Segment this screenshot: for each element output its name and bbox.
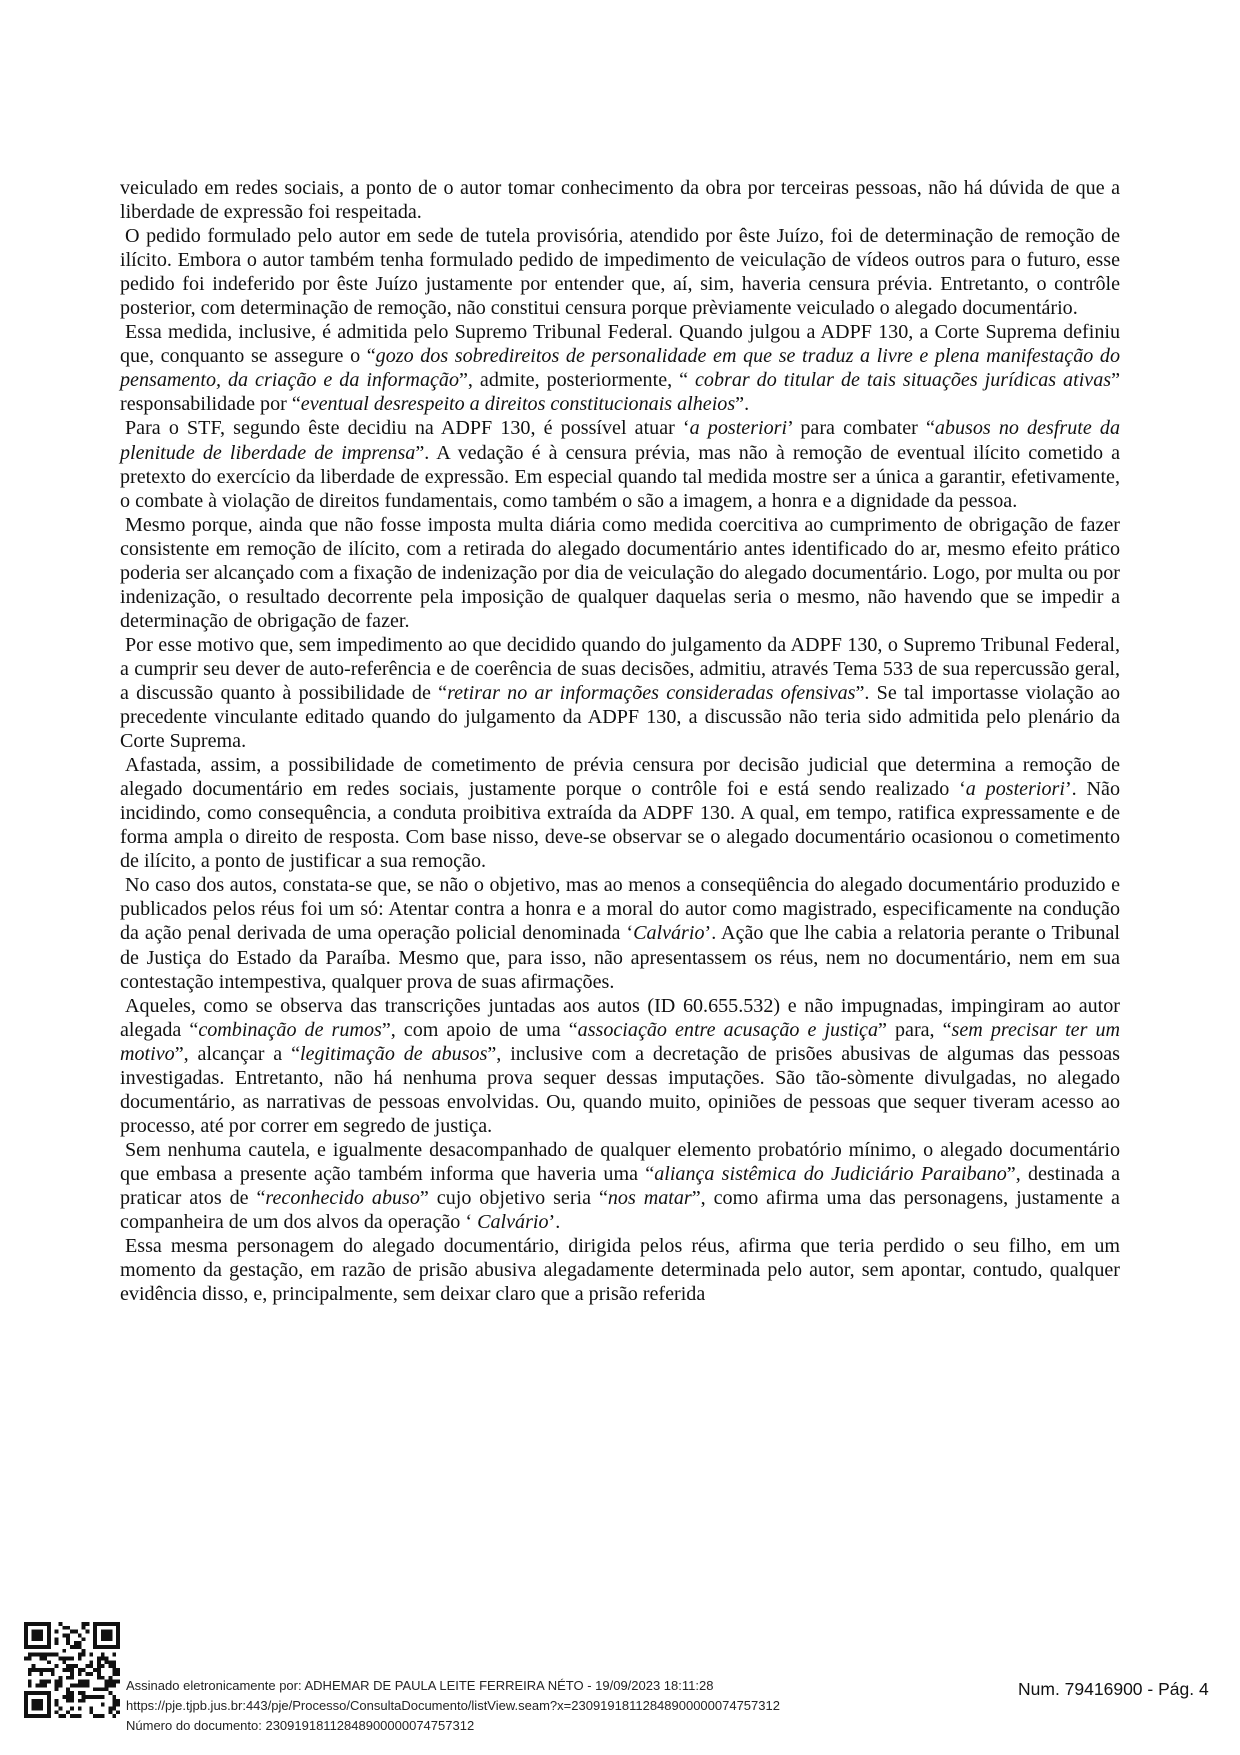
text-run: ”. Se tal importasse violação ao precedente vinculante editado quando do julgamento da ADPF 130, a discussão não teria sido admitida pelo plenário da Corte Suprema. xyxy=(120,681,1120,753)
italic-quote: gozo dos sobredireitos de personalidade em que se traduz a livre e plena manifestação do pensamento, da criação e da informação xyxy=(120,345,1120,392)
text-run: ”, destinada a praticar atos de “ xyxy=(120,1162,1120,1209)
paragraph xyxy=(120,633,1120,753)
italic-quote: abusos no desfrute da plenitude de liberdade de imprensa xyxy=(120,417,1120,464)
italic-quote: aliança sistêmica do Judiciário Paraibano xyxy=(654,1162,1007,1185)
italic-quote: Calvário xyxy=(477,1211,549,1234)
document-url-line: https://pje.tjpb.jus.br:443/pje/Processo/ConsultaDocumento/listView.seam?x=23091918112848900000074757312 xyxy=(126,1698,780,1713)
text-run: Aqueles, como se observa das transcrições juntadas aos autos (ID 60.655.532) e não impugnadas, impingiram ao autor alegada “ xyxy=(120,994,1120,1041)
document-body xyxy=(120,176,1120,1306)
text-run: ”, inclusive com a decretação de prisões abusivas de algumas das pessoas investigadas. Entretanto, não há nenhuma prova sequer dessas imputações. São tão-sòmente divulgadas, no alegado documentário, as narrativas de pessoas envolvidas. Ou, quando muito, opiniões de pessoas que sequer tiveram acesso ao processo, até por correr em segredo de justiça. xyxy=(120,1042,1120,1137)
paragraph xyxy=(120,1138,1120,1234)
italic-quote: nos matar xyxy=(607,1186,692,1209)
text-run: No caso dos autos, constata-se que, se não o objetivo, mas ao menos a conseqüência do alegado documentário produzido e publicados pelos réus foi um só: Atentar contra a honra e a moral do autor como magistrado, especificamente na condução da ação penal derivada de uma operação policial denominada ‘ xyxy=(120,874,1120,945)
text-run: Para o STF, segundo êste decidiu na ADPF 130, é possível atuar ‘ xyxy=(125,417,690,440)
italic-quote: sem precisar ter um motivo xyxy=(120,1018,1121,1065)
qr-code-icon xyxy=(24,1622,120,1718)
italic-quote: cobrar do titular de tais situações jurídicas ativas xyxy=(695,369,1112,392)
text-run: ’. Ação que lhe cabia a relatoria perante o Tribunal de Justiça do Estado da Paraíba. Mesmo que, para isso, não apresentassem os réus, nem no documentário, nem em sua contestação intempestiva, qualquer prova de suas afirmações. xyxy=(120,922,1120,993)
paragraph xyxy=(120,513,1120,633)
text-run: veiculado em redes sociais, a ponto de o autor tomar conhecimento da obra por terceiras pessoas, não há dúvida de que a liberdade de expressão foi respeitada. xyxy=(120,177,1120,224)
paragraph xyxy=(120,176,1120,224)
paragraph xyxy=(120,873,1120,993)
italic-quote: a posteriori xyxy=(689,417,788,440)
italic-quote: eventual desrespeito a direitos constitucionais alheios xyxy=(300,393,736,416)
text-run: ”, alcançar a “ xyxy=(174,1042,300,1065)
text-run: ” responsabilidade por “ xyxy=(120,369,1120,416)
text-run: ” cujo objetivo seria “ xyxy=(419,1186,608,1209)
text-run: ’. xyxy=(548,1211,561,1234)
paragraph xyxy=(120,1234,1120,1306)
text-run: ’. Não incidindo, como consequência, a conduta proibitiva extraída da ADPF 130. A qual, em tempo, ratifica expressamente e de forma ampla o direito de resposta. Com base nisso, deve-se observar se o alegado documentário ocasionou o cometimento de ilícito, a ponto de justificar a sua remoção. xyxy=(120,778,1120,873)
text-run: Por esse motivo que, sem impedimento ao que decidido quando do julgamento da ADPF 130, o Supremo Tribunal Federal, a cumprir seu dever de auto-referência e de coerência de suas decisões, admitiu, através Tema 533 de sua repercussão geral, a discussão quanto à possibilidade de “ xyxy=(120,633,1120,704)
text-run: Essa medida, inclusive, é admitida pelo Supremo Tribunal Federal. Quando julgou a ADPF 130, a Corte Suprema definiu que, conquanto se assegure o “ xyxy=(120,321,1120,368)
text-run: ”, como afirma uma das personagens, justamente a companheira de um dos alvos da operação ‘ xyxy=(120,1186,1120,1234)
text-run: ”, com apoio de uma “ xyxy=(381,1018,578,1041)
text-run: ” para, “ xyxy=(878,1018,952,1041)
text-run: Afastada, assim, a possibilidade de cometimento de prévia censura por decisão judicial que determina a remoção de alegado documentário em redes sociais, justamente porque o contrôle foi e está sendo realizado ‘ xyxy=(120,754,1120,801)
text-run: ’ para combater “ xyxy=(787,417,935,440)
text-run: ”, admite, posteriormente, “ xyxy=(459,369,695,392)
italic-quote: Calvário xyxy=(633,922,705,945)
paragraph xyxy=(120,224,1120,320)
page-number-label: Num. 79416900 - Pág. 4 xyxy=(1018,1679,1209,1699)
text-run: ”. A vedação é à censura prévia, mas não à remoção de eventual ilícito cometido a pretexto do exercício da liberdade de expressão. Em especial quando tal medida mostre ser a única a garantir, efetivamente, o combate à violação de direitos fundamentais, como também o são a imagem, a honra e a dignidade da pessoa. xyxy=(120,441,1120,512)
paragraph xyxy=(120,753,1120,873)
italic-quote: combinação de rumos xyxy=(198,1018,382,1041)
text-run: Mesmo porque, ainda que não fosse imposta multa diária como medida coercitiva ao cumprimento de obrigação de fazer consistente em remoção de ilícito, com a retirada do alegado documentário antes identificado do ar, mesmo efeito prático poderia ser alcançado com a fixação de indenização por dia de veiculação do alegado documentário. Logo, por multa ou por indenização, o resultado decorrente pela imposição de qualquer daquelas seria o mesmo, não havendo que se impedir a determinação de obrigação de fazer. xyxy=(120,513,1120,632)
signature-block xyxy=(126,1676,780,1736)
text-run: O pedido formulado pelo autor em sede de tutela provisória, atendido por êste Juízo, foi de determinação de remoção de ilícito. Embora o autor também tenha formulado pedido de impedimento de veiculação de vídeos outros para o futuro, esse pedido foi indeferido por êste Juízo justamente por entender que, aí, sim, haveria censura prévia. Entretanto, o contrôle posterior, com determinação de remoção, não constitui censura porque prèviamente veiculado o alegado documentário. xyxy=(120,225,1120,320)
italic-quote: a posteriori xyxy=(965,778,1065,801)
italic-quote: reconhecido abuso xyxy=(265,1186,420,1209)
document-number-line: Número do documento: 23091918112848900000074757312 xyxy=(126,1718,475,1733)
paragraph xyxy=(120,994,1120,1138)
text-run: ”. xyxy=(735,393,750,416)
text-run: Essa mesma personagem do alegado documentário, dirigida pelos réus, afirma que teria perdido o seu filho, em um momento da gestação, em razão de prisão abusiva alegadamente determinada pelo autor, sem apontar, contudo, qualquer evidência disso, e, principalmente, sem deixar claro que a prisão referida xyxy=(120,1235,1120,1306)
italic-quote: legitimação de abusos xyxy=(300,1042,488,1065)
signature-footer xyxy=(0,1618,1240,1755)
text-run: Sem nenhuma cautela, e igualmente desacompanhado de qualquer elemento probatório mínimo, o alegado documentário que embasa a presente ação também informa que haveria uma “ xyxy=(120,1138,1120,1185)
paragraph xyxy=(120,416,1120,512)
italic-quote: retirar no ar informações consideradas ofensivas xyxy=(447,681,856,704)
italic-quote: associação entre acusação e justiça xyxy=(577,1018,879,1041)
signed-by-line: Assinado eletronicamente por: ADHEMAR DE PAULA LEITE FERREIRA NÉTO - 19/09/2023 18:11:28 xyxy=(126,1678,714,1693)
paragraph xyxy=(120,320,1120,416)
